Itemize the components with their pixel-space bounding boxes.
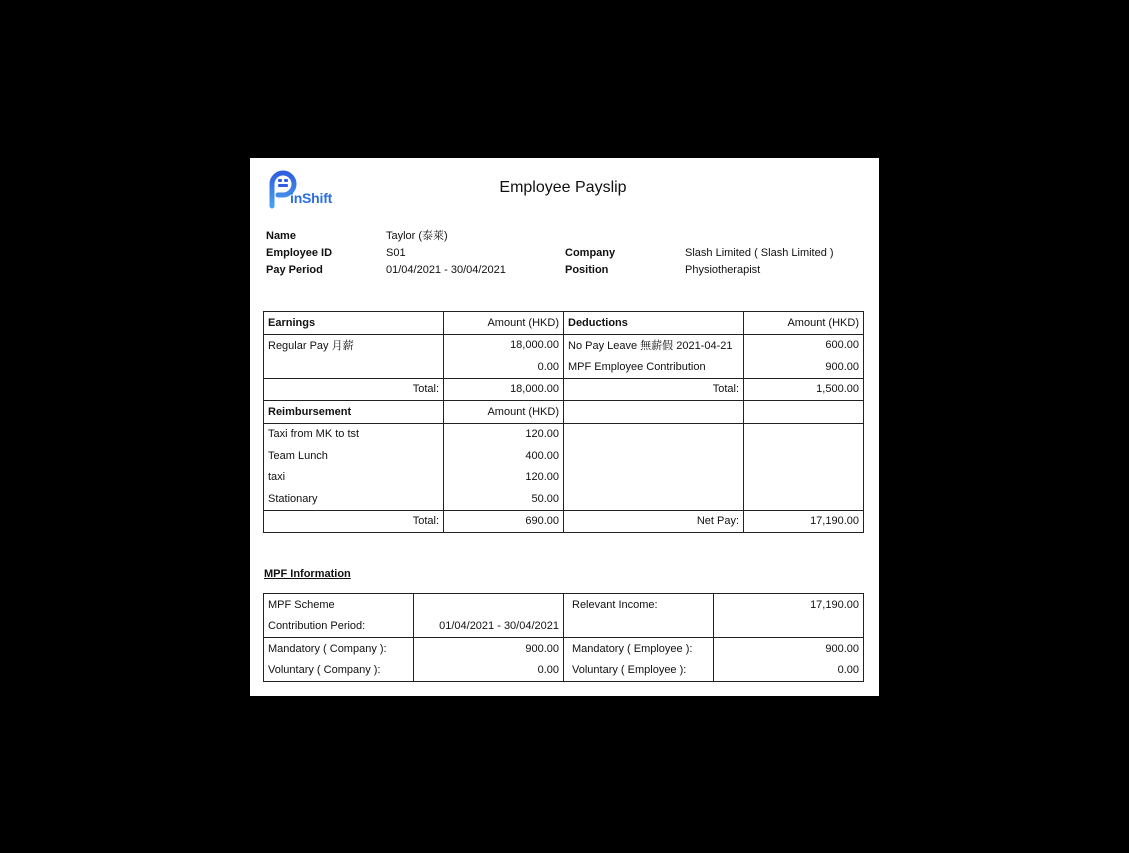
net-pay-label: Net Pay:	[564, 510, 744, 533]
mpf-scheme-value	[414, 594, 564, 616]
empty-cell	[564, 445, 744, 467]
earnings-total-row	[264, 378, 864, 401]
payslip-page	[250, 158, 879, 696]
position-label: Position	[565, 264, 609, 276]
name-label: Name	[266, 230, 296, 242]
table-row	[264, 423, 864, 445]
reimbursement-amount: 400.00	[444, 445, 564, 467]
relevant-income-label: Relevant Income:	[564, 594, 714, 616]
table-row	[264, 445, 864, 467]
employee-info	[250, 228, 879, 288]
voluntary-company-label: Voluntary ( Company ):	[264, 660, 414, 682]
reimbursement-amount-header: Amount (HKD)	[444, 401, 564, 424]
mandatory-employee: 900.00	[714, 638, 864, 660]
deduction-label: No Pay Leave 無薪假 2021-04-21	[564, 334, 744, 356]
voluntary-employee: 0.00	[714, 660, 864, 682]
empty-cell	[744, 467, 864, 489]
empty-cell	[744, 423, 864, 445]
table-row	[264, 594, 864, 616]
reimbursement-label: Stationary	[264, 488, 444, 510]
company-label: Company	[565, 247, 616, 259]
mpf-heading: MPF Information	[264, 568, 351, 580]
empty-cell	[564, 423, 744, 445]
table-row	[264, 467, 864, 489]
company: Slash Limited ( Slash Limited )	[685, 247, 834, 259]
reimbursement-total-row	[264, 510, 864, 533]
contribution-period-label: Contribution Period:	[264, 616, 414, 638]
earning-label: Regular Pay 月薪	[264, 334, 444, 356]
pay-period: 01/04/2021 - 30/04/2021	[386, 264, 506, 276]
table-row	[264, 638, 864, 660]
logo-text: inShift	[290, 190, 333, 206]
employee-id: S01	[386, 247, 406, 259]
deductions-total-label: Total:	[564, 378, 744, 401]
mpf-scheme-label: MPF Scheme	[264, 594, 414, 616]
reimbursement-amount: 50.00	[444, 488, 564, 510]
reimbursement-label: Team Lunch	[264, 445, 444, 467]
earnings-total-label: Total:	[264, 378, 444, 401]
table-row	[264, 334, 864, 356]
earning-label	[264, 356, 444, 378]
mpf-table	[263, 593, 864, 682]
table-row	[264, 660, 864, 682]
earnings-total: 18,000.00	[444, 378, 564, 401]
empty-cell	[564, 616, 714, 638]
reimbursement-total-label: Total:	[264, 510, 444, 533]
pay-period-label: Pay Period	[266, 264, 323, 276]
empty-cell	[564, 401, 744, 424]
position: Physiotherapist	[685, 264, 761, 276]
empty-cell	[744, 488, 864, 510]
deductions-amount-header: Amount (HKD)	[744, 312, 864, 335]
relevant-income: 17,190.00	[714, 594, 864, 616]
employee-name: Taylor (泰萊)	[386, 230, 448, 242]
voluntary-employee-label: Voluntary ( Employee ):	[564, 660, 714, 682]
deductions-header: Deductions	[564, 312, 744, 335]
net-pay: 17,190.00	[744, 510, 864, 533]
empty-cell	[714, 616, 864, 638]
reimbursement-header-row	[264, 401, 864, 424]
empty-cell	[744, 445, 864, 467]
reimbursement-total: 690.00	[444, 510, 564, 533]
inshift-logo	[268, 170, 340, 210]
mandatory-company: 900.00	[414, 638, 564, 660]
deduction-amount: 600.00	[744, 334, 864, 356]
empty-cell	[564, 467, 744, 489]
payslip-table	[263, 311, 864, 533]
contribution-period: 01/04/2021 - 30/04/2021	[414, 616, 564, 638]
earnings-header-row	[264, 312, 864, 335]
earnings-amount-header: Amount (HKD)	[444, 312, 564, 335]
deductions-total: 1,500.00	[744, 378, 864, 401]
reimbursement-label: taxi	[264, 467, 444, 489]
earning-amount: 0.00	[444, 356, 564, 378]
table-row	[264, 488, 864, 510]
deduction-label: MPF Employee Contribution	[564, 356, 744, 378]
earnings-header: Earnings	[264, 312, 444, 335]
mandatory-employee-label: Mandatory ( Employee ):	[564, 638, 714, 660]
earning-amount: 18,000.00	[444, 334, 564, 356]
reimbursement-amount: 120.00	[444, 467, 564, 489]
empty-cell	[564, 488, 744, 510]
employee-id-label: Employee ID	[266, 247, 333, 259]
table-row	[264, 616, 864, 638]
empty-cell	[744, 401, 864, 424]
deduction-amount: 900.00	[744, 356, 864, 378]
voluntary-company: 0.00	[414, 660, 564, 682]
page-title: Employee Payslip	[499, 179, 627, 196]
reimbursement-label: Taxi from MK to tst	[264, 423, 444, 445]
mandatory-company-label: Mandatory ( Company ):	[264, 638, 414, 660]
reimbursement-amount: 120.00	[444, 423, 564, 445]
reimbursement-header: Reimbursement	[264, 401, 444, 424]
table-row	[264, 356, 864, 378]
